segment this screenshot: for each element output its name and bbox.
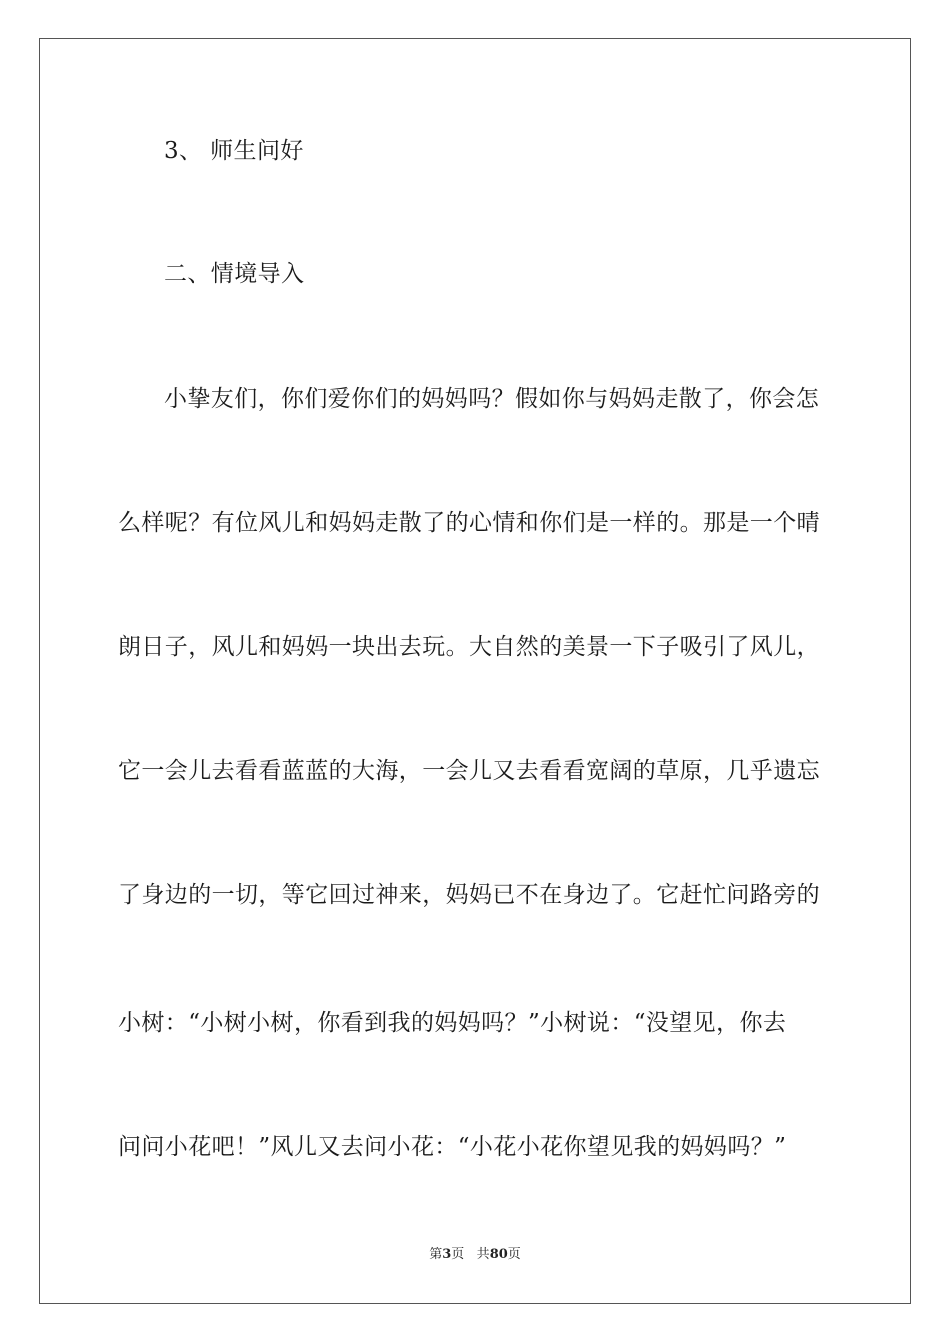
total-prefix: 共 [476,1247,490,1262]
paragraph-line: 朗日子，风儿和妈妈一块出去玩。大自然的美景一下子吸引了风儿， [118,634,820,660]
page-number: 3 [442,1247,452,1262]
page-footer [0,1246,950,1264]
total-pages: 80 [489,1247,508,1262]
total-suffix: 页 [507,1247,521,1262]
page-suffix: 页 [451,1247,465,1262]
page-prefix: 第 [429,1247,443,1262]
list-item-heading: 3、 师生问好 [164,138,304,164]
section-heading: 二、情境导入 [164,261,305,287]
paragraph-line: 了身边的一切，等它回过神来，妈妈已不在身边了。它赶忙问路旁的 [118,882,820,908]
page-border [39,38,911,1304]
paragraph-line: 问问小花吧！”风儿又去问小花：“小花小花你望见我的妈妈吗？” [118,1134,787,1160]
paragraph-line: 么样呢？有位风儿和妈妈走散了的心情和你们是一样的。那是一个晴 [118,510,820,536]
paragraph-line: 小树：“小树小树，你看到我的妈妈吗？”小树说：“没望见，你去 [118,1010,787,1036]
paragraph-line: 小挚友们，你们爱你们的妈妈吗？假如你与妈妈走散了，你会怎 [164,386,820,412]
paragraph-line: 它一会儿去看看蓝蓝的大海，一会儿又去看看宽阔的草原，几乎遗忘 [118,758,820,784]
